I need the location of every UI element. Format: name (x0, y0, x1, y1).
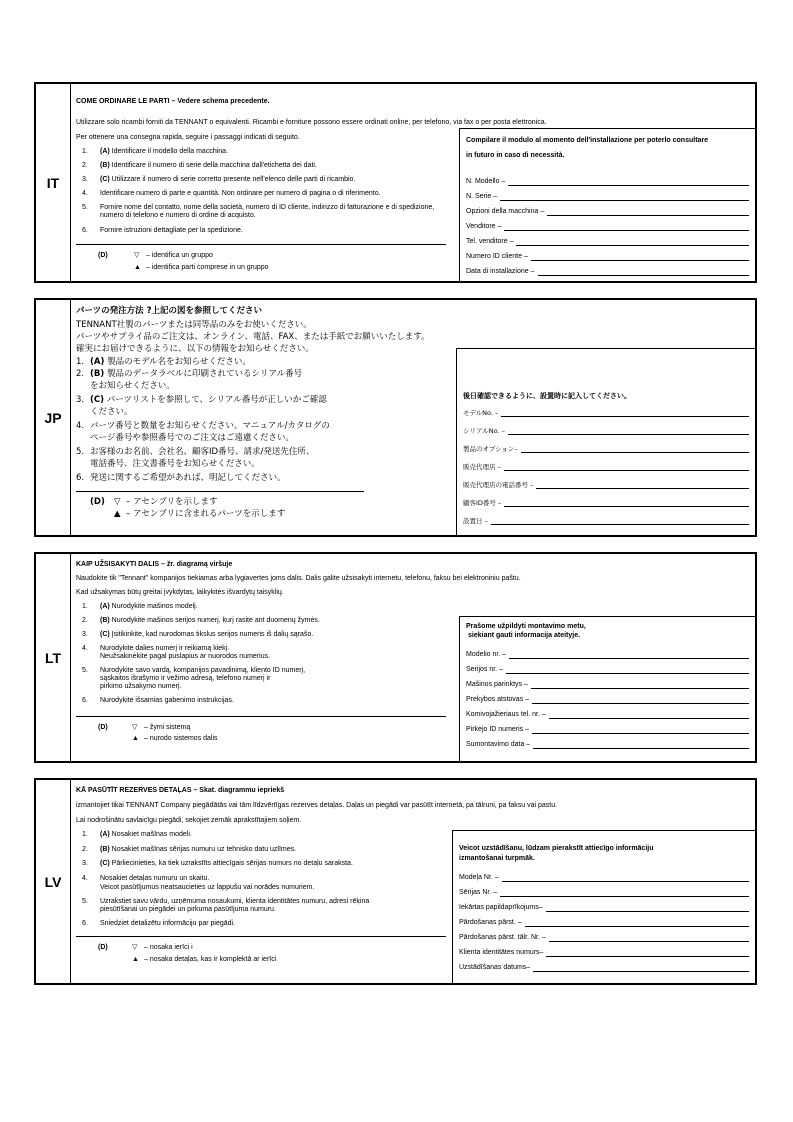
step-letter: (A) (100, 148, 110, 155)
lt-field-customer-id[interactable] (466, 726, 749, 734)
field-line[interactable] (533, 965, 749, 972)
step-letter: (C) (100, 860, 110, 867)
field-label: 設置日 – (463, 517, 488, 525)
lt-step-4 (82, 645, 271, 660)
legend-open-text: – identifica un gruppo (146, 252, 213, 259)
field-line[interactable] (521, 446, 749, 453)
legend-label: (D) (98, 944, 108, 951)
field-label: 販売代理店の電話番号 – (463, 481, 534, 489)
field-label: シリアルNo. – (463, 427, 505, 435)
lt-step-5 (82, 667, 306, 690)
lv-field-options[interactable] (459, 904, 749, 912)
field-label: Modeļa Nr. – (459, 874, 499, 881)
step-number: 4. (82, 645, 88, 652)
step-number: 5. (82, 667, 88, 674)
jp-legend-2 (114, 509, 286, 520)
it-step-5 (82, 204, 435, 220)
field-label: Tel. venditore – (466, 238, 514, 245)
step-text: パーツリストを参照して、シリアル番号が正しいかご確認 (106, 395, 327, 405)
step-text: Sniedziet detalizētu informāciju par piegādi. (100, 920, 236, 927)
lt-intro: Naudokite tik "Tennant" kompanijos tiekiamas arba lygiavertes joms dalis. Dalis galite užsisakyti internetu, telefonu, faksu bei elektroniniu paštu. (76, 575, 521, 582)
legend-filled-text: – identifica parti comprese in un gruppo (146, 264, 269, 271)
field-label: Numero ID cliente – (466, 253, 528, 260)
it-field-customer-id[interactable] (466, 253, 749, 261)
lv-step-5 (82, 898, 370, 913)
step-letter: (C) (100, 176, 110, 183)
step-text-cont: pirkimo užsakymo numerį. (100, 683, 182, 690)
field-label: Mašinos parinktys – (466, 681, 528, 688)
step-number: 5. (76, 447, 85, 457)
field-label: モデルNo. – (463, 409, 499, 417)
field-label: N. Serie – (466, 193, 498, 200)
lt-step-1 (82, 603, 198, 611)
step-number: 3. (82, 176, 88, 183)
step-letter: (A) (100, 603, 110, 610)
step-text: Įsitikinkite, kad nurodomas tikslus serijos numeris iš dalių sąrašo. (111, 631, 314, 638)
field-label: Sērijas Nr. – (459, 889, 498, 896)
field-label: Uzstādīšanas datums– (459, 964, 531, 971)
step-text: 製品のモデル名をお知らせください。 (107, 357, 251, 367)
legend-filled-text: – nosaka detaļas, kas ir komplektā ar ierīci (144, 956, 277, 963)
step-text: Nurodykite mašinos serijos numerį, kurį rasite ant duomenų žymės. (111, 617, 320, 624)
open-triangle-icon: ▽ (132, 944, 138, 951)
step-number: 1. (82, 603, 88, 610)
legend-open-text: – アセンブリを示します (126, 497, 218, 507)
field-line[interactable] (546, 950, 749, 957)
step-letter: (B) (100, 617, 110, 624)
step-text: Nurodykite išsamias gabenimo instrukcijas. (100, 697, 234, 704)
it-field-serial[interactable] (466, 193, 749, 201)
panel-it (34, 82, 757, 283)
lt-field-options[interactable] (466, 681, 749, 689)
field-label: Data di installazione – (466, 268, 535, 275)
lv-install-form (452, 830, 755, 983)
step-number: 4. (82, 875, 88, 882)
field-label: Pārdošanas pārst. – (459, 919, 522, 926)
legend-label: (D) (98, 252, 108, 259)
field-line[interactable] (531, 682, 749, 689)
field-label: Serijos nr. – (466, 666, 503, 673)
step-text: Fornire istruzioni dettagliate per la spedizione. (100, 227, 243, 234)
jp-title: パーツの発注方法 ?上記の図を参照してください (76, 306, 263, 316)
step-number: 2. (76, 369, 85, 379)
step-number: 3. (82, 860, 88, 867)
step-text: Nurodykite dalies numerį ir reikiamą kiekį. (100, 645, 230, 652)
lv-legend (98, 944, 193, 952)
lt-legend (98, 724, 191, 732)
field-label: Iekārtas papildaprīkojums– (459, 904, 543, 911)
lt-title: KAIP UŽSISAKYTI DALIS – žr. diagramą viršuje (76, 561, 233, 568)
step-number: 3. (76, 395, 85, 405)
lv-field-install-date[interactable] (459, 964, 749, 972)
lang-code-lt: LT (36, 554, 71, 761)
field-label: 販売代理店 – (463, 463, 501, 471)
field-label: Komivojažieriaus tel. nr. – (466, 711, 546, 718)
jp-field-serial[interactable] (463, 427, 749, 435)
field-label: Modelio nr. – (466, 651, 507, 658)
field-line[interactable] (501, 410, 749, 417)
jp-field-dealer-phone[interactable] (463, 481, 749, 489)
lv-step-6 (82, 920, 236, 928)
lt-field-model[interactable] (466, 651, 749, 659)
field-label: Sumontavimo data – (466, 741, 531, 748)
panel-lt (34, 552, 757, 763)
field-line[interactable] (504, 464, 749, 471)
step-text: 製品のデータラベルに印刷されているシリアル番号 (106, 369, 303, 379)
field-label: Opzioni della macchina – (466, 208, 545, 215)
field-label: Pārdošanas pārst. tālr. Nr. – (459, 934, 546, 941)
lt-step-2 (82, 617, 320, 625)
lt-field-dealer-phone[interactable] (466, 711, 749, 719)
step-text: Identificare il numero di serie della macchina dall'etichetta dei dati. (111, 162, 317, 169)
field-line[interactable] (549, 935, 749, 942)
field-line[interactable] (500, 194, 749, 201)
field-line[interactable] (502, 875, 749, 882)
it-title: COME ORDINARE LE PARTI – Vedere schema precedente. (76, 98, 270, 105)
step-text: Utilizzare il numero di serie corretto presente nell'elenco delle parti di ricambio. (111, 176, 356, 183)
step-text: Nosakiet mašīnas modeli. (111, 831, 192, 838)
jp-field-dealer[interactable] (463, 463, 749, 471)
it-field-dealer[interactable] (466, 223, 749, 231)
field-line[interactable] (532, 727, 749, 734)
open-triangle-icon: ▽ (114, 497, 121, 507)
jp-field-install-date[interactable] (463, 517, 749, 525)
step-number: 3. (82, 631, 88, 638)
lv-legend-2 (132, 956, 277, 964)
lv-step-4 (82, 875, 315, 891)
step-letter: (B) (90, 369, 105, 379)
step-number: 5. (82, 204, 88, 211)
field-label: Prekybos atstovas – (466, 696, 530, 703)
filled-triangle-icon: ▲ (132, 735, 139, 742)
jp-step-6 (76, 473, 286, 484)
step-text-cont: ページ番号や参照番号でのご注文はご遠慮ください。 (90, 433, 294, 443)
step-letter: (A) (90, 357, 105, 367)
step-number: 1. (76, 357, 85, 367)
jp-step-1 (76, 357, 251, 368)
jp-step-5 (76, 447, 315, 469)
step-letter: (A) (100, 831, 110, 838)
filled-triangle-icon: ▲ (114, 509, 121, 519)
jp-field-options[interactable] (463, 445, 749, 453)
it-step-4 (82, 190, 381, 198)
field-label: Venditore – (466, 223, 502, 230)
lt-field-serial[interactable] (466, 666, 749, 674)
jp-step-2 (76, 369, 303, 391)
legend-label: (D) (98, 724, 108, 731)
jp-lead: 確実にお届けできるように、以下の情報をお知らせください。 (76, 344, 314, 354)
jp-field-customer-id[interactable] (463, 499, 749, 507)
it-install-form (459, 128, 755, 281)
step-number: 4. (76, 421, 85, 431)
open-triangle-icon: ▽ (132, 724, 138, 731)
lv-field-dealer-phone[interactable] (459, 934, 749, 942)
step-letter: (B) (100, 846, 110, 853)
legend-open-text: – nosaka ierīci i (144, 944, 193, 951)
step-text: Pārliecinieties, ka tiek uzrakstīts attiecīgais sērijas numurs no detaļu saraksta. (111, 860, 353, 867)
lv-lead: Lai nodrošinātu savlaicīgu piegādi, sekojiet zemāk aprakstītajiem soļiem. (76, 817, 302, 824)
step-text: Nurodykite savo vardą, kompanijos pavadinimą, kliento ID numerį, (100, 667, 306, 674)
it-form-title: Compilare il modulo al momento dell'installazione per poterlo consultare in futuro in caso di necessità. (466, 137, 709, 160)
field-label: Klienta identitātes numurs– (459, 949, 544, 956)
step-text: Identificare il modello della macchina. (111, 148, 229, 155)
field-line[interactable] (506, 667, 749, 674)
step-text: お客様のお名前、会社名、顧客ID番号、請求/発送先住所、 (90, 447, 315, 457)
lt-lead: Kad užsakymas būtų greitai įvykdytas, laikykitės išvardytų taisyklių. (76, 589, 284, 596)
legend-open-text: – žymi sistemą (144, 724, 191, 731)
field-line[interactable] (509, 652, 749, 659)
field-line[interactable] (525, 920, 749, 927)
step-text-cont: 電話番号、注文書番号をお知らせください。 (90, 459, 260, 469)
lv-form-title-1: Veicot uzstādīšanu, lūdzam pierakstīt attiecīgo informāciju (459, 845, 654, 852)
lt-step-3 (82, 631, 314, 639)
lt-install-form (459, 616, 755, 761)
lt-legend-divider (76, 716, 446, 717)
step-text: Uzrakstiet savu vārdu, uzņēmuma nosaukumi, klienta identitātes numuru, adresi rēķina (100, 898, 370, 905)
open-triangle-icon: ▽ (134, 252, 140, 259)
step-text: Nurodykite mašinos modelį. (111, 603, 198, 610)
step-number: 2. (82, 846, 88, 853)
jp-install-form (456, 348, 755, 535)
lang-code-it: IT (36, 84, 71, 281)
lang-code-lv: LV (36, 780, 71, 983)
lv-step-1 (82, 831, 192, 839)
step-text-cont: ください。 (90, 407, 133, 417)
step-number: 2. (82, 162, 88, 169)
jp-legend-divider (76, 491, 364, 492)
lt-form-title-1: Prašome užpildyti montavimo metu, (466, 623, 586, 630)
jp-intro-1: TENNANT社製のパーツまたは同等品のみをお使いください。 (76, 320, 312, 330)
step-letter: (C) (100, 631, 110, 638)
field-line[interactable] (508, 428, 749, 435)
jp-step-3 (76, 395, 327, 417)
field-line[interactable] (516, 239, 749, 246)
field-line[interactable] (504, 224, 749, 231)
field-label: Pirkėjo ID numeris – (466, 726, 530, 733)
step-text-cont: をお知らせください。 (90, 381, 175, 391)
filled-triangle-icon: ▲ (132, 956, 139, 963)
lt-form-title-2: siekiant gauti informacija ateityje. (468, 632, 581, 639)
it-field-dealer-phone[interactable] (466, 238, 749, 246)
jp-step-4 (76, 421, 330, 443)
lv-step-3 (82, 860, 353, 868)
field-line[interactable] (508, 179, 749, 186)
step-number: 6. (76, 473, 85, 483)
step-number: 6. (82, 227, 88, 234)
step-letter: (B) (100, 162, 110, 169)
step-number: 2. (82, 617, 88, 624)
step-text: Identificare numero di parte e quantità. Non ordinare per numero di pagina o di riferimento. (100, 190, 381, 197)
field-line[interactable] (547, 209, 749, 216)
lv-field-customer-id[interactable] (459, 949, 749, 957)
step-text-cont: Neužsakinėkite pagal puslapius ar nuorodos numerius. (100, 653, 271, 660)
step-number: 6. (82, 920, 88, 927)
field-line[interactable] (546, 905, 749, 912)
field-line[interactable] (531, 254, 749, 261)
field-label: 製品のオプション– (463, 445, 518, 453)
jp-field-model[interactable] (463, 409, 749, 417)
field-line[interactable] (532, 697, 749, 704)
lang-code-jp: JP (36, 300, 71, 535)
lv-field-dealer[interactable] (459, 919, 749, 927)
lv-form-title-2: izmantošanai turpmāk. (459, 855, 535, 862)
it-legend-2 (134, 264, 269, 272)
it-field-install-date[interactable] (466, 268, 749, 276)
lv-intro: izmantojiet tikai TENNANT Company piegādātās vai tām līdzvērtīgas rezerves detaļas. Daļas un piegādi var pasūtīt internetā, pa tālruni, pa faksu vai pastu. (76, 802, 558, 809)
it-legend (98, 252, 213, 260)
legend-label: (D) (90, 497, 105, 507)
lv-field-model[interactable] (459, 874, 749, 882)
it-field-model[interactable] (466, 178, 749, 186)
it-step-3 (82, 176, 356, 184)
it-intro: Utilizzare solo ricambi forniti da TENNANT o equivalenti. Ricambi e forniture possono essere ordinati online, per telefono, via fax o per posta elettronica. (76, 119, 547, 126)
field-line[interactable] (533, 742, 749, 749)
it-step-6 (82, 227, 243, 235)
it-lead: Per ottenere una consegna rapida, seguire i passaggi indicati di seguito. (76, 134, 300, 141)
step-text-cont: sąskaitos išrašymo ir vežimo adresą, telefono numerį ir (100, 675, 271, 682)
lv-legend-divider (76, 936, 446, 937)
step-text: Fornire nome del contatto, nome della società, numero di ID cliente, indirizzo di fatturazione e di spedizione, numero di telefono e numero di ordine di acquisto. (100, 204, 435, 220)
step-text: 発送に関するご希望があれば、明記してください。 (90, 473, 286, 483)
jp-intro-2: パーツやサプライ品のご注文は、オンライン、電話、FAX、または手紙でお願いいたします。 (76, 332, 430, 342)
it-field-options[interactable] (466, 208, 749, 216)
field-line[interactable] (538, 269, 750, 276)
step-letter: (C) (90, 395, 105, 405)
it-step-2 (82, 162, 317, 170)
legend-filled-text: – アセンブリに含まれるパーツを示します (126, 509, 286, 519)
step-text: パーツ番号と数量をお知らせください。マニュアル/カタログの (90, 421, 330, 431)
field-line[interactable] (500, 890, 749, 897)
lv-step-2 (82, 846, 297, 854)
lt-field-dealer[interactable] (466, 696, 749, 704)
step-number: 4. (82, 190, 88, 197)
field-line[interactable] (536, 482, 749, 489)
step-number: 5. (82, 898, 88, 905)
lt-step-6 (82, 697, 234, 705)
field-line[interactable] (549, 712, 749, 719)
lv-field-serial[interactable] (459, 889, 749, 897)
step-number: 1. (82, 148, 88, 155)
step-text: Nosakiet mašīnas sērijas numuru uz tehnisko datu uzlīmes. (111, 846, 297, 853)
step-text: Nosakiet detaļas numuru un skaitu. (100, 875, 210, 882)
jp-legend (90, 497, 218, 508)
field-line[interactable] (491, 518, 749, 525)
field-line[interactable] (504, 500, 749, 507)
it-legend-divider (76, 244, 446, 245)
panel-jp (34, 298, 757, 537)
step-text-cont: piesūtīšanai un piegādei un pirkuma pasūtījuma numuru. (100, 906, 276, 913)
filled-triangle-icon: ▲ (134, 264, 141, 271)
step-text-cont: Veicot pasūtījumus neatsaucieties uz lappušu vai norādes numuriem. (100, 884, 315, 891)
step-number: 6. (82, 697, 88, 704)
step-number: 1. (82, 831, 88, 838)
field-label: 顧客ID番号 – (463, 499, 502, 507)
panel-lv (34, 778, 757, 985)
legend-filled-text: – nurodo sistemos dalis (144, 735, 218, 742)
lt-legend-2 (132, 735, 218, 743)
lt-field-install-date[interactable] (466, 741, 749, 749)
field-label: N. Modello – (466, 178, 506, 185)
jp-form-title: 後日確認できるように、設置時に記入してください。 (463, 392, 631, 400)
it-step-1 (82, 148, 229, 156)
lv-title: KĀ PASŪTĪT REZERVES DETAĻAS – Skat. diagrammu iepriekš (76, 787, 285, 794)
